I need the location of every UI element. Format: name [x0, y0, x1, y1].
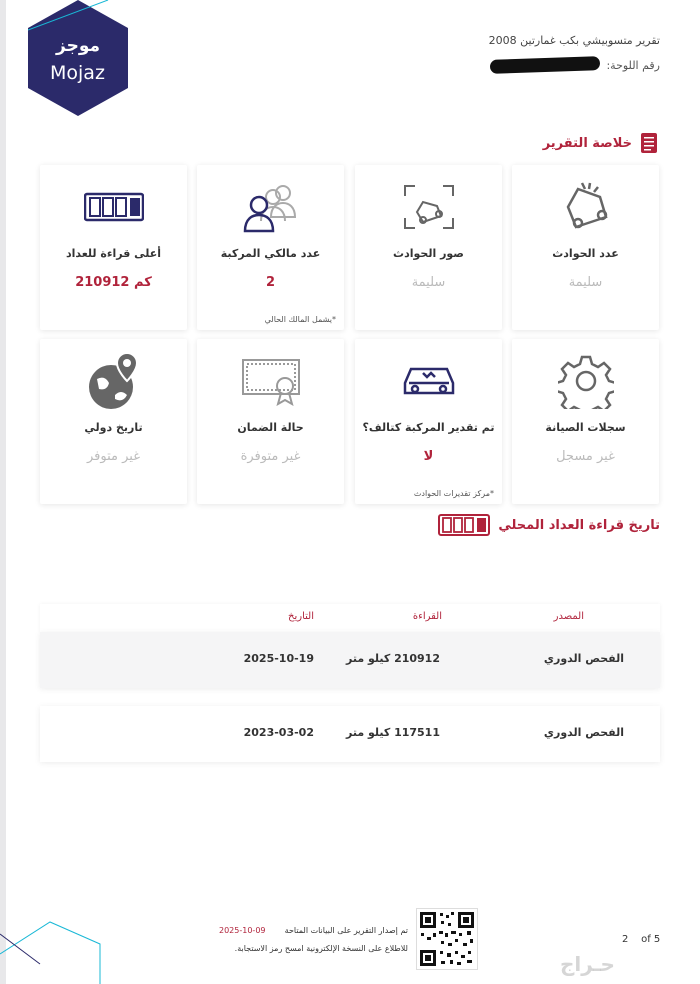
column-header-source: المصدر: [553, 611, 584, 622]
gear-icon: [558, 353, 614, 409]
table-row: [40, 706, 660, 762]
logo-text-en: Mojaz: [50, 62, 105, 84]
cell-reading: 210912 كيلو متر: [345, 652, 440, 665]
logo-text-ar: موجز: [56, 36, 101, 56]
cell-date: 2023-03-02: [243, 726, 314, 739]
card-label: صور الحوادث: [393, 247, 464, 260]
card-value: 2: [265, 275, 276, 290]
page-total: of 5: [641, 934, 661, 945]
cell-reading: 117511 كيلو متر: [345, 726, 440, 739]
cell-date: 2025-10-19: [243, 652, 314, 665]
car-photo-icon: [401, 182, 457, 232]
card-value: غير متوفرة: [240, 449, 301, 464]
crashed-car-icon: [556, 179, 616, 235]
card-label: عدد مالكي المركبة: [220, 247, 321, 260]
card-label: حالة الضمان: [237, 421, 304, 434]
page-number: [622, 934, 660, 945]
card-label: سجلات الصيانة: [545, 421, 626, 434]
summary-title: [543, 132, 658, 154]
footer-issued-text: تم إصدار التقرير على البيانات المتاحة: [284, 926, 408, 935]
card-value: غير متوفر: [86, 449, 140, 464]
card-label: أعلى قراءة للعداد: [65, 247, 162, 260]
card-value: سليمة: [568, 275, 603, 290]
report-icon: [640, 132, 658, 154]
plate-redaction: [490, 56, 600, 74]
card-note: *يشمل المالك الحالي: [264, 315, 336, 324]
card-note: *مركز تقديرات الحوادث: [413, 489, 494, 498]
card-value: لا: [423, 449, 434, 464]
card-maintenance-records: [512, 339, 659, 504]
watermark: حـراج: [560, 952, 615, 976]
card-warranty-status: [197, 339, 344, 504]
odometer-history-title-text: تاريخ قراءة العداد المحلي: [498, 517, 660, 533]
footer-qr-text: للاطلاع على النسخة الإلكترونية امسح رمز الاستجابة.: [234, 944, 408, 953]
qr-code: [416, 908, 478, 970]
table-row: [40, 632, 660, 688]
odometer-icon: [438, 514, 490, 536]
odometer-history-title: [438, 514, 660, 536]
summary-title-text: خلاصة التقرير: [542, 135, 632, 151]
cell-source: الفحص الدوري: [543, 726, 624, 739]
card-label: تاريخ دولي: [84, 421, 143, 434]
odometer-icon: [84, 192, 144, 222]
card-highest-odometer: [40, 165, 187, 330]
card-value: 210912 كم: [75, 275, 152, 290]
card-international-history: [40, 339, 187, 504]
cell-source: الفحص الدوري: [543, 652, 624, 665]
plate-number: [490, 58, 660, 72]
report-title: تقرير متسوبيشي بكب غمارتين 2008: [488, 34, 660, 47]
footer-decoration: [0, 914, 110, 984]
mojaz-logo: [28, 0, 128, 116]
card-label: تم تقدير المركبة كتالف؟: [362, 421, 495, 434]
owners-icon: [239, 181, 303, 233]
damaged-car-icon: [401, 361, 457, 401]
footer-issued-date: 2025-10-09: [219, 926, 266, 935]
card-value: سليمة: [411, 275, 446, 290]
odometer-table-header: [40, 604, 660, 632]
plate-label: رقم اللوحة:: [606, 58, 660, 72]
column-header-date: التاريخ: [288, 611, 314, 622]
card-value: غير مسجل: [556, 449, 615, 464]
certificate-icon: [241, 356, 301, 406]
column-header-reading: القراءة: [412, 611, 442, 622]
globe-pin-icon: [85, 351, 143, 411]
card-owners-count: [197, 165, 344, 330]
page-edge-strip: [0, 0, 6, 984]
page-current: 2: [622, 934, 629, 945]
card-label: عدد الحوادث: [552, 247, 619, 260]
card-accident-photos: [355, 165, 502, 330]
card-total-loss: [355, 339, 502, 504]
card-accidents-count: [512, 165, 659, 330]
